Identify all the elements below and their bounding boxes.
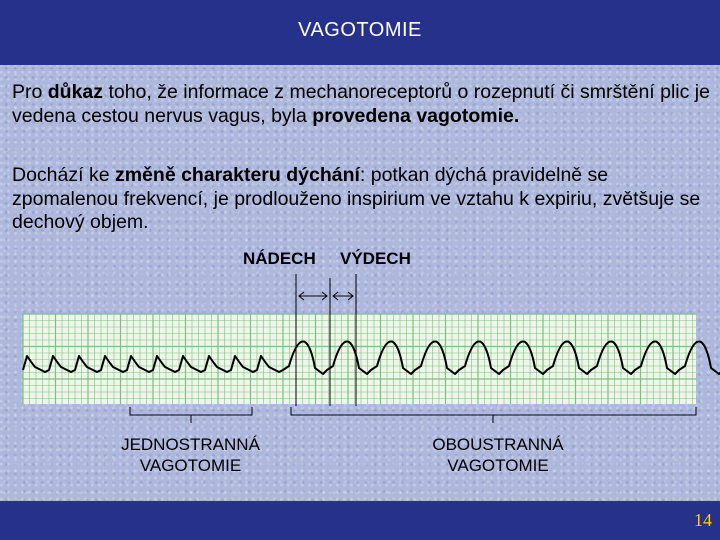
bold-text: změně charakteru dýchání xyxy=(114,164,360,186)
bold-text: důkaz xyxy=(47,81,104,103)
text-fragment: Pro xyxy=(12,81,48,103)
label-line: JEDNOSTRANNÁ xyxy=(121,435,260,454)
bilateral-bracket xyxy=(291,407,696,423)
unilateral-vagotomy-label xyxy=(98,434,283,476)
unilateral-bracket xyxy=(130,407,252,423)
label-line: VAGOTOMIE xyxy=(447,456,549,475)
inspiration-label: NÁDECH xyxy=(243,249,316,268)
page-number: 14 xyxy=(694,510,712,530)
bracket-line xyxy=(130,407,252,415)
footer-bar xyxy=(0,501,720,540)
text-fragment: : potkan dýchá pravidelně se zpomalenou frekvencí, je prodlouženo inspirium ve vztahu k expiriu, zvětšuje se dechový objem. xyxy=(12,164,701,233)
expiration-label: VÝDECH xyxy=(340,249,411,268)
bold-text: provedena vagotomie. xyxy=(312,104,520,127)
slide-title: VAGOTOMIE xyxy=(298,19,422,41)
bilateral-vagotomy-label xyxy=(408,434,588,476)
label-line: OBOUSTRANNÁ xyxy=(432,435,564,454)
bracket-line xyxy=(291,407,696,415)
text-fragment: Dochází ke xyxy=(12,164,115,186)
text-fragment: toho, že informace z mechanoreceptorů o rozepnutí či smrštění plic je vedena cestou nervus vagus, byla xyxy=(12,81,710,127)
label-line: VAGOTOMIE xyxy=(139,456,242,475)
